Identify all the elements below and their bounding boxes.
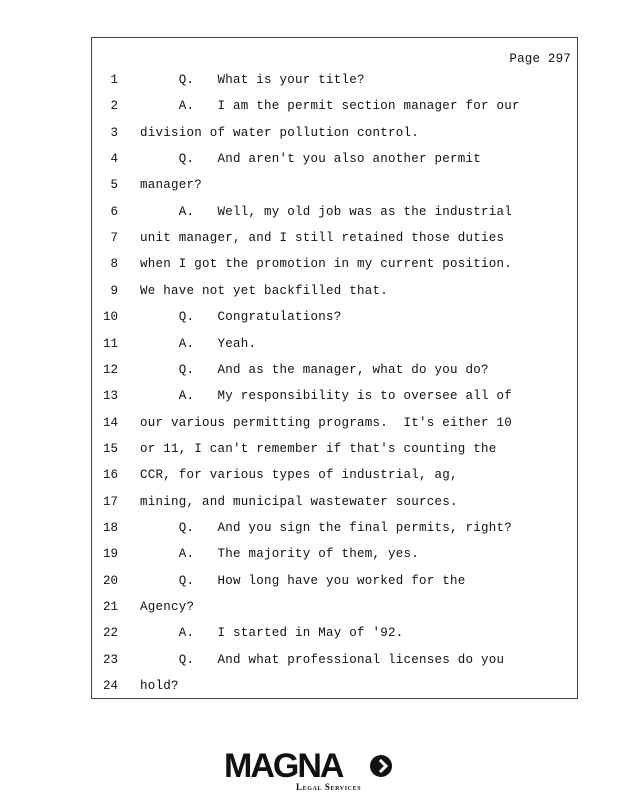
line-number: 17 <box>102 494 118 509</box>
line-text: CCR, for various types of industrial, ag, <box>140 468 458 483</box>
line-text: Q. And aren't you also another permit <box>140 152 482 167</box>
line-text: A. The majority of them, yes. <box>140 547 420 562</box>
line-number: 6 <box>110 204 118 219</box>
line-number: 3 <box>110 125 118 140</box>
line-text: mining, and municipal wastewater sources. <box>140 494 458 509</box>
line-number: 21 <box>102 600 118 614</box>
logo-subtitle: Legal Services <box>296 782 362 792</box>
magna-logo <box>224 748 404 794</box>
line-text: unit manager, and I still retained those duties <box>140 231 505 246</box>
line-number: 1 <box>110 73 118 87</box>
line-text: hold? <box>140 679 179 694</box>
line-number: 7 <box>110 231 118 246</box>
line-text: A. My responsibility is to oversee all of <box>140 389 513 404</box>
line-number: 15 <box>102 441 118 456</box>
line-text: Q. Congratulations? <box>140 310 342 325</box>
arrow-circle-icon <box>370 755 392 777</box>
line-number: 22 <box>102 626 118 641</box>
line-text: our various permitting programs. It's either 10 <box>140 415 513 430</box>
line-number: 5 <box>110 178 118 193</box>
line-text: division of water pollution control. <box>140 125 420 140</box>
transcript-page <box>91 37 578 699</box>
line-number: 18 <box>102 520 118 535</box>
line-number: 19 <box>102 547 118 562</box>
line-text: A. Well, my old job was as the industrial <box>140 204 513 219</box>
page-number: Page 297 <box>509 52 571 66</box>
line-text: Q. And what professional licenses do you <box>140 652 505 667</box>
line-number: 12 <box>102 362 118 377</box>
line-text: Q. And you sign the final permits, right? <box>140 520 513 535</box>
line-text: when I got the promotion in my current position. <box>140 257 513 272</box>
line-text: Q. And as the manager, what do you do? <box>140 362 489 377</box>
line-number: 24 <box>102 679 118 694</box>
line-text: Agency? <box>140 600 195 614</box>
line-number: 13 <box>102 389 118 404</box>
line-number: 9 <box>110 283 118 298</box>
line-number: 10 <box>102 310 118 325</box>
line-number: 23 <box>102 652 118 667</box>
line-text: Q. What is your title? <box>140 73 365 87</box>
line-text: A. I started in May of '92. <box>140 626 404 641</box>
line-number: 2 <box>110 99 118 114</box>
line-number: 8 <box>110 257 118 272</box>
line-number: 14 <box>102 415 118 430</box>
logo-wordmark: MAGNA <box>224 747 343 785</box>
line-number: 11 <box>102 336 118 351</box>
line-text: We have not yet backfilled that. <box>140 283 389 298</box>
line-number: 4 <box>110 152 118 167</box>
line-number: 20 <box>102 573 118 588</box>
line-text: or 11, I can't remember if that's counting the <box>140 441 497 456</box>
line-text: Q. How long have you worked for the <box>140 573 466 588</box>
line-number: 16 <box>102 468 118 483</box>
line-text: A. I am the permit section manager for our <box>140 99 520 114</box>
line-text: manager? <box>140 178 203 193</box>
line-text: A. Yeah. <box>140 336 257 351</box>
